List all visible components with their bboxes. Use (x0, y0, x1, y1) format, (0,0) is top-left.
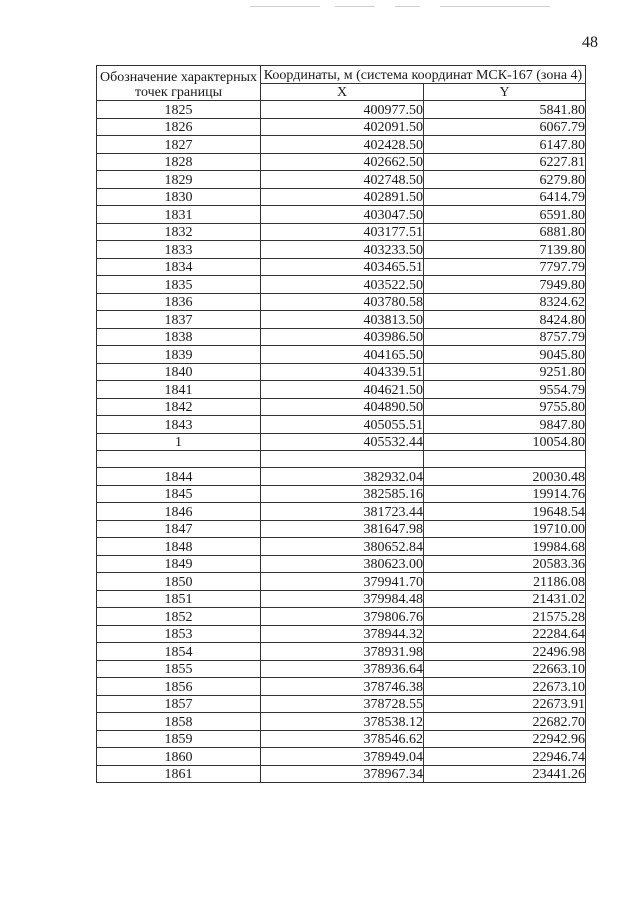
table-row (97, 171, 586, 189)
table-row (97, 765, 586, 783)
cell-y: 6881.80 (424, 223, 586, 241)
cell-point: 1838 (97, 328, 261, 346)
cell-y: 22682.70 (424, 713, 586, 731)
cell-x: 378546.62 (261, 730, 424, 748)
table-row (97, 381, 586, 399)
table-row (97, 241, 586, 259)
table-row (97, 328, 586, 346)
table-row (97, 311, 586, 329)
table-row (97, 451, 586, 468)
cell-x: 378538.12 (261, 713, 424, 731)
cell-x: 402428.50 (261, 136, 424, 154)
cell-x: 405055.51 (261, 416, 424, 434)
cell-point: 1839 (97, 346, 261, 364)
cell-point: 1827 (97, 136, 261, 154)
table-row (97, 118, 586, 136)
cell-y: 22942.96 (424, 730, 586, 748)
cell-x: 382932.04 (261, 468, 424, 486)
cell-y: 22496.98 (424, 643, 586, 661)
table-row (97, 153, 586, 171)
cell-point: 1832 (97, 223, 261, 241)
cell-x: 403177.51 (261, 223, 424, 241)
coordinates-table (96, 65, 586, 783)
cell-y: 6591.80 (424, 206, 586, 224)
cell-point: 1861 (97, 765, 261, 783)
cell-point: 1847 (97, 520, 261, 538)
cell-x: 381723.44 (261, 503, 424, 521)
table-row (97, 730, 586, 748)
header-point-designation: Обозначение характерных точек границы (97, 66, 261, 101)
table-row (97, 590, 586, 608)
cell-x: 400977.50 (261, 101, 424, 119)
cell-point: 1830 (97, 188, 261, 206)
cell-point: 1843 (97, 416, 261, 434)
cell-y: 22663.10 (424, 660, 586, 678)
cell-x: 378967.34 (261, 765, 424, 783)
top-scan-line (395, 6, 420, 7)
table-row (97, 398, 586, 416)
cell-point: 1859 (97, 730, 261, 748)
cell-x: 379806.76 (261, 608, 424, 626)
cell-y: 23441.26 (424, 765, 586, 783)
cell-x: 403813.50 (261, 311, 424, 329)
cell-x: 378728.55 (261, 695, 424, 713)
cell-point: 1831 (97, 206, 261, 224)
cell-x: 405532.44 (261, 433, 424, 451)
cell-point: 1846 (97, 503, 261, 521)
cell-y: 9045.80 (424, 346, 586, 364)
table-row (97, 433, 586, 451)
cell-x: 402891.50 (261, 188, 424, 206)
table-row (97, 713, 586, 731)
top-scan-line (335, 6, 375, 7)
cell-y: 6067.79 (424, 118, 586, 136)
table-row (97, 503, 586, 521)
cell-point: 1845 (97, 485, 261, 503)
cell-y: 21575.28 (424, 608, 586, 626)
table-row (97, 625, 586, 643)
table-row (97, 748, 586, 766)
top-scan-line (440, 6, 550, 7)
cell-y: 22673.10 (424, 678, 586, 696)
table-row (97, 520, 586, 538)
table-row (97, 363, 586, 381)
cell-point: 1855 (97, 660, 261, 678)
cell-y: 20030.48 (424, 468, 586, 486)
cell-x: 378936.64 (261, 660, 424, 678)
cell-point: 1848 (97, 538, 261, 556)
cell-point: 1836 (97, 293, 261, 311)
cell-y: 22284.64 (424, 625, 586, 643)
cell-y: 20583.36 (424, 555, 586, 573)
table-row (97, 346, 586, 364)
cell-point: 1851 (97, 590, 261, 608)
cell-y: 5841.80 (424, 101, 586, 119)
table-row (97, 206, 586, 224)
cell-x: 378944.32 (261, 625, 424, 643)
cell-point: 1858 (97, 713, 261, 731)
cell-x: 378931.98 (261, 643, 424, 661)
cell-point: 1828 (97, 153, 261, 171)
cell-y: 10054.80 (424, 433, 586, 451)
cell-x: 403047.50 (261, 206, 424, 224)
table-row (97, 101, 586, 119)
table-row (97, 293, 586, 311)
cell-y: 6279.80 (424, 171, 586, 189)
table-row (97, 276, 586, 294)
cell-y: 21186.08 (424, 573, 586, 591)
cell-x: 379941.70 (261, 573, 424, 591)
cell-x: 379984.48 (261, 590, 424, 608)
cell-y: 9554.79 (424, 381, 586, 399)
cell-y: 19984.68 (424, 538, 586, 556)
cell-x: 380623.00 (261, 555, 424, 573)
table-row (97, 416, 586, 434)
cell-y: 19648.54 (424, 503, 586, 521)
table-row (97, 188, 586, 206)
cell-point (97, 451, 261, 468)
cell-y: 6414.79 (424, 188, 586, 206)
cell-point: 1852 (97, 608, 261, 626)
page-number: 48 (582, 34, 598, 51)
cell-x: 403986.50 (261, 328, 424, 346)
cell-point: 1829 (97, 171, 261, 189)
table-row (97, 695, 586, 713)
cell-point: 1841 (97, 381, 261, 399)
cell-y: 7797.79 (424, 258, 586, 276)
cell-point: 1844 (97, 468, 261, 486)
cell-point: 1835 (97, 276, 261, 294)
cell-x: 404339.51 (261, 363, 424, 381)
top-scan-line (250, 6, 320, 7)
table-row (97, 136, 586, 154)
table-row (97, 643, 586, 661)
cell-point: 1825 (97, 101, 261, 119)
cell-point: 1850 (97, 573, 261, 591)
cell-point: 1826 (97, 118, 261, 136)
cell-point: 1 (97, 433, 261, 451)
cell-point: 1833 (97, 241, 261, 259)
table-row (97, 608, 586, 626)
cell-point: 1860 (97, 748, 261, 766)
table-row (97, 258, 586, 276)
cell-point: 1854 (97, 643, 261, 661)
table-row (97, 660, 586, 678)
cell-y: 22946.74 (424, 748, 586, 766)
table-row (97, 485, 586, 503)
cell-point: 1834 (97, 258, 261, 276)
cell-x: 403465.51 (261, 258, 424, 276)
cell-x: 403780.58 (261, 293, 424, 311)
cell-y: 8324.62 (424, 293, 586, 311)
cell-y: 9755.80 (424, 398, 586, 416)
cell-point: 1853 (97, 625, 261, 643)
cell-x: 378949.04 (261, 748, 424, 766)
cell-point: 1856 (97, 678, 261, 696)
cell-y: 19710.00 (424, 520, 586, 538)
cell-x: 402748.50 (261, 171, 424, 189)
cell-point: 1849 (97, 555, 261, 573)
cell-x: 381647.98 (261, 520, 424, 538)
table-row (97, 468, 586, 486)
cell-y: 22673.91 (424, 695, 586, 713)
cell-y: 19914.76 (424, 485, 586, 503)
table-row (97, 555, 586, 573)
header-coordinates: Координаты, м (система координат МСК-167 (зона 4) (261, 66, 586, 84)
table-row (97, 223, 586, 241)
cell-x: 403233.50 (261, 241, 424, 259)
cell-x: 404165.50 (261, 346, 424, 364)
cell-x: 404890.50 (261, 398, 424, 416)
cell-x: 402091.50 (261, 118, 424, 136)
cell-x: 404621.50 (261, 381, 424, 399)
cell-x: 402662.50 (261, 153, 424, 171)
cell-point: 1857 (97, 695, 261, 713)
cell-y: 6227.81 (424, 153, 586, 171)
cell-y: 8757.79 (424, 328, 586, 346)
cell-y: 7139.80 (424, 241, 586, 259)
header-y: Y (424, 83, 586, 101)
cell-point: 1842 (97, 398, 261, 416)
header-x: X (261, 83, 424, 101)
table-body (97, 101, 586, 783)
table-row (97, 678, 586, 696)
cell-point: 1840 (97, 363, 261, 381)
cell-x (261, 451, 424, 468)
cell-x: 403522.50 (261, 276, 424, 294)
cell-y: 8424.80 (424, 311, 586, 329)
table-row (97, 573, 586, 591)
cell-y: 6147.80 (424, 136, 586, 154)
cell-x: 382585.16 (261, 485, 424, 503)
cell-y: 9251.80 (424, 363, 586, 381)
cell-x: 378746.38 (261, 678, 424, 696)
cell-y (424, 451, 586, 468)
table-row (97, 538, 586, 556)
cell-x: 380652.84 (261, 538, 424, 556)
cell-y: 9847.80 (424, 416, 586, 434)
cell-point: 1837 (97, 311, 261, 329)
cell-y: 7949.80 (424, 276, 586, 294)
cell-y: 21431.02 (424, 590, 586, 608)
